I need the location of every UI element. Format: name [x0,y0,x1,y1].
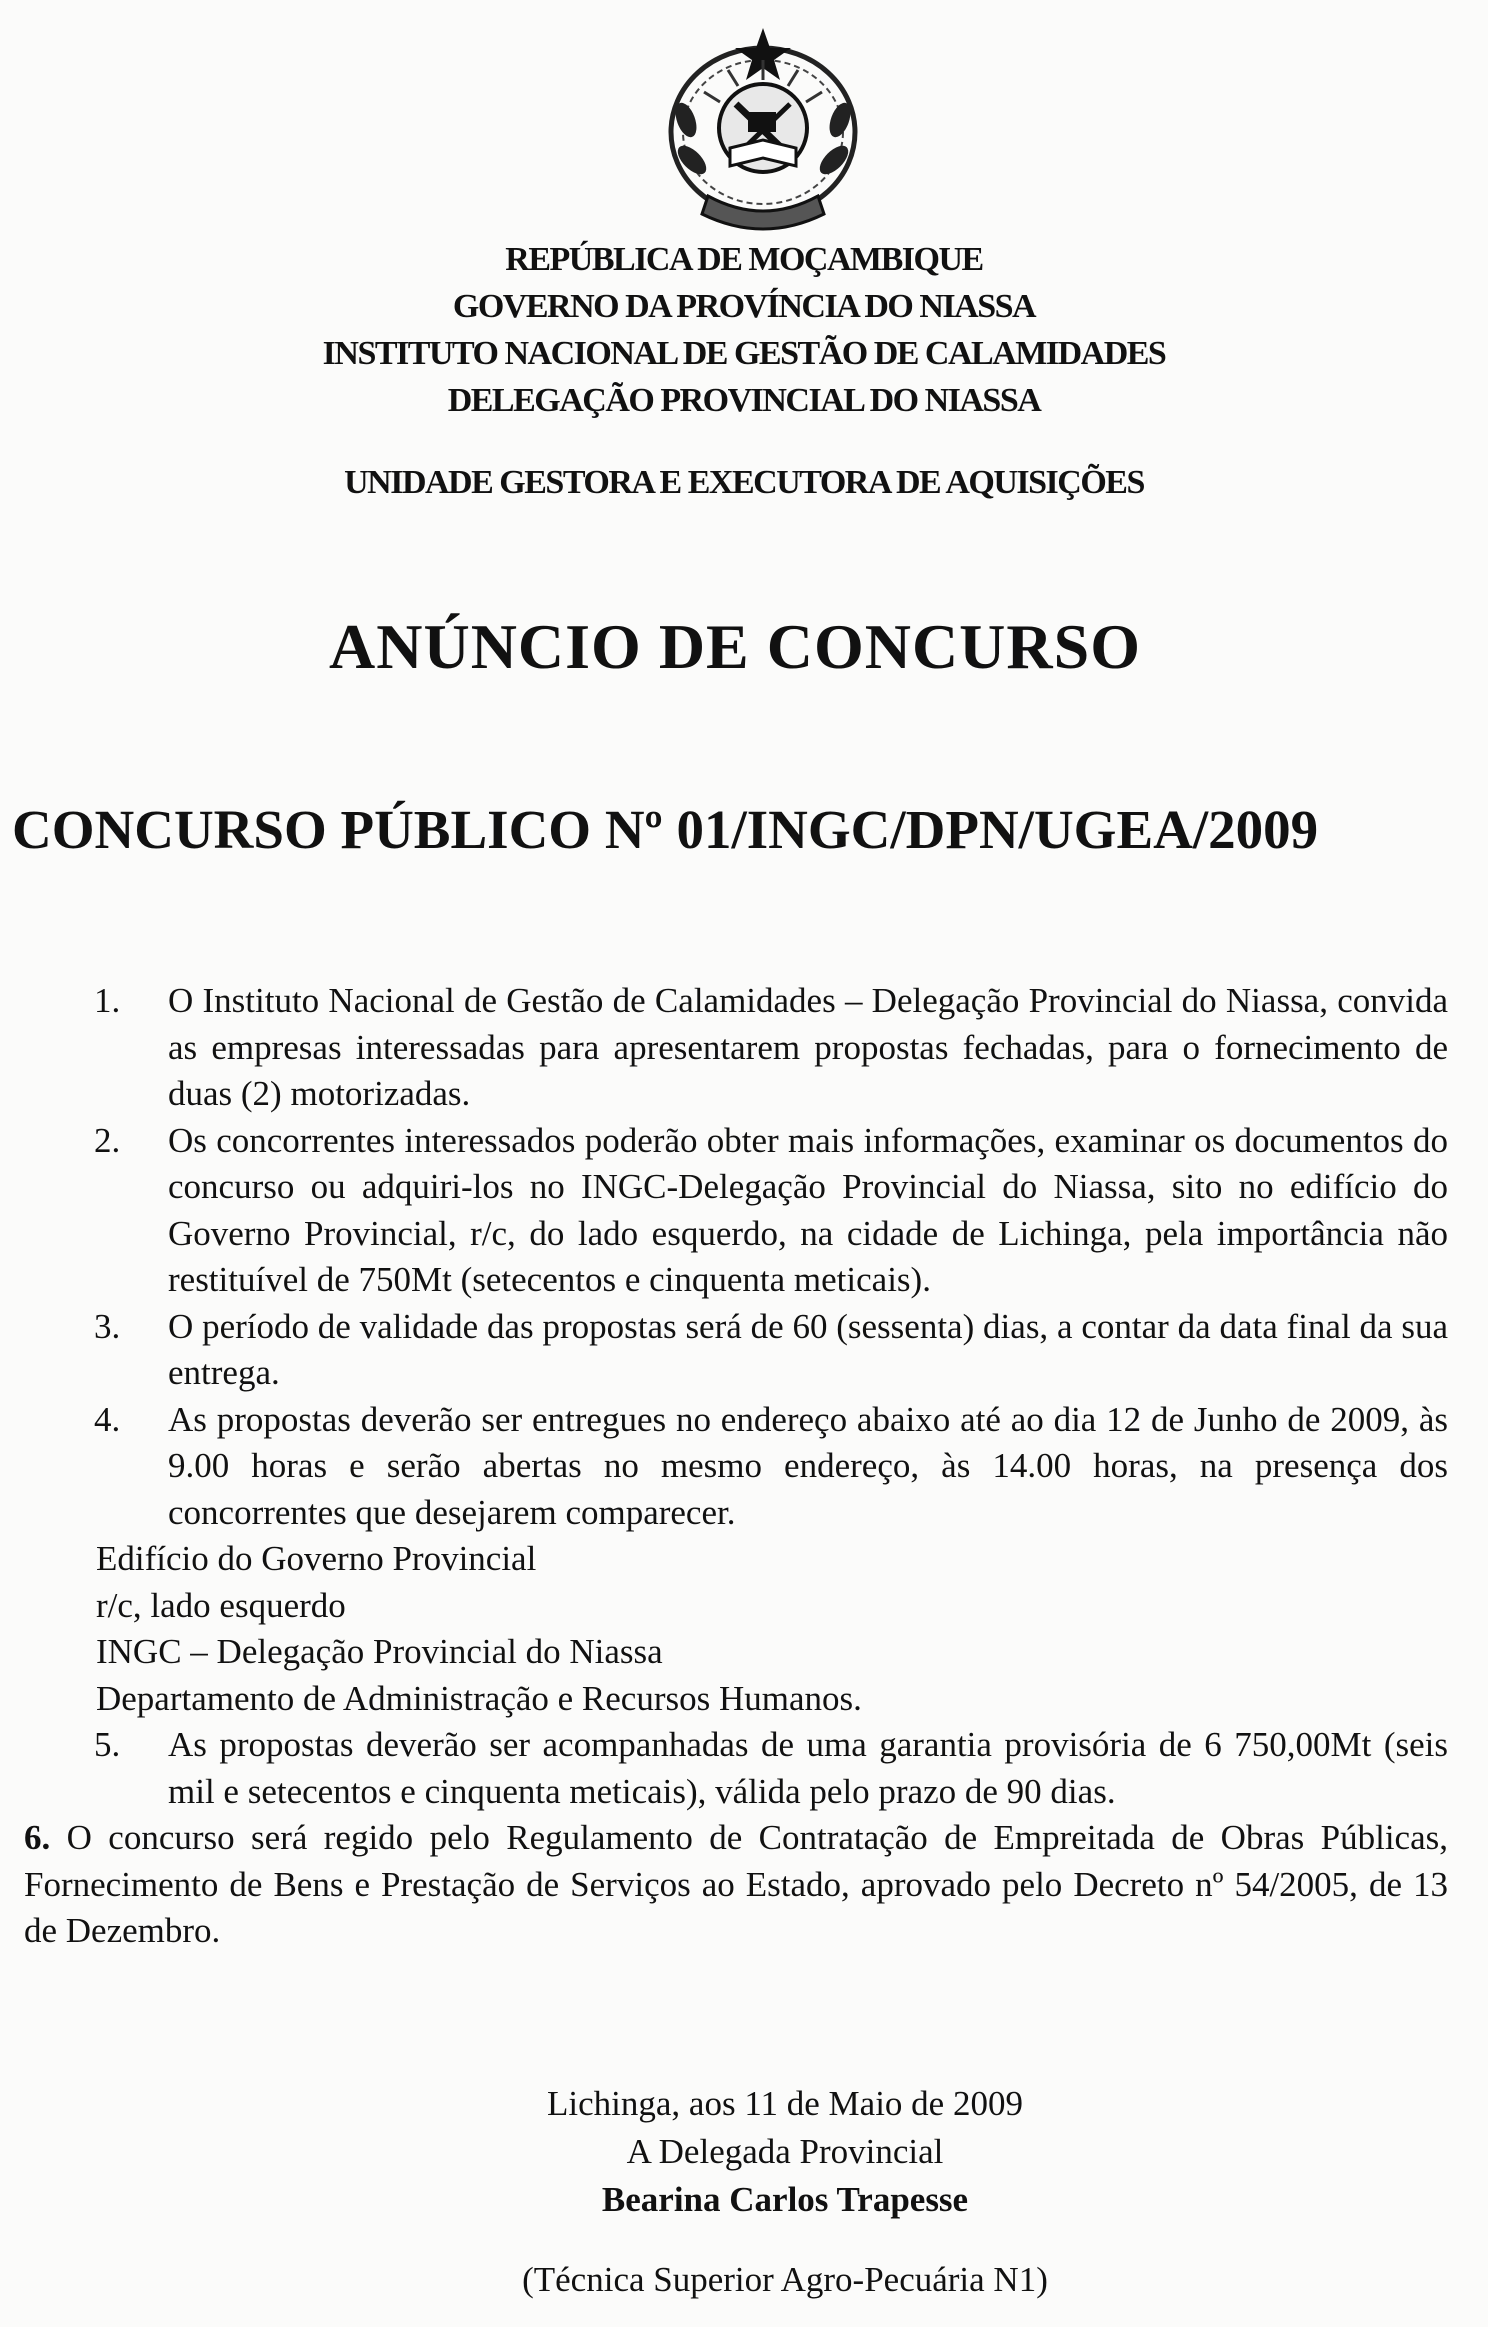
list-item [0,1815,1488,1955]
list-item [0,1304,1488,1397]
item-text: Os concorrentes interessados poderão obter mais informações, examinar os documentos do concurso ou adquiri-los no INGC-Delegação Provincial do Niassa, sito no edifício do Governo Provincial, r/c, do lado esquerdo, na cidade de Lichinga, pela importância não restituível de 750Mt (setecentos e cinquenta meticais). [168,1120,1448,1299]
header-line-institute: INSTITUTO NACIONAL DE GESTÃO DE CALAMIDADES [322,335,1166,372]
header-line-republic: REPÚBLICA DE MOÇAMBIQUE [505,241,983,278]
list-item [0,1118,1488,1304]
list-item [0,978,1488,1118]
item-number: 3. [94,1306,121,1346]
signatory-name: Bearina Carlos Trapesse [601,2180,969,2219]
item-number: 4. [94,1399,121,1439]
signature-block [0,2080,1488,2304]
unit-line: UNIDADE GESTORA E EXECUTORA DE AQUISIÇÕES [344,464,1144,501]
item-number: 2. [94,1120,121,1160]
address-line: Departamento de Administração e Recursos Humanos. [96,1678,862,1718]
list-item [0,1397,1488,1537]
announcement-title: ANÚNCIO DE CONCURSO [329,611,1141,682]
institution-header [0,236,1488,424]
announcement-body [0,978,1488,1955]
contest-number: CONCURSO PÚBLICO Nº 01/INGC/DPN/UGEA/2009 [12,799,1319,860]
place-date: Lichinga, aos 11 de Maio de 2009 [547,2084,1023,2123]
item-text: O Instituto Nacional de Gestão de Calamidades – Delegação Provincial do Niassa, convida as empresas interessadas para apresentarem propostas fechadas, para o fornecimento de duas (2) motorizadas. [168,981,1448,1113]
mozambique-coat-of-arms-icon [648,20,878,250]
address-line: r/c, lado esquerdo [96,1585,346,1625]
item-number: 6. [24,1818,51,1857]
item-text: O período de validade das propostas será de 60 (sessenta) dias, a contar da data final da sua entrega. [168,1306,1448,1392]
address-line: INGC – Delegação Provincial do Niassa [96,1632,663,1671]
item-text: As propostas deverão ser acompanhadas de uma garantia provisória de 6 750,00Mt (seis mil e setecentos e cinquenta meticais), válida pelo prazo de 90 dias. [168,1725,1448,1811]
signatory-role: A Delegada Provincial [626,2132,944,2171]
list-item [0,1722,1488,1815]
item-number: 1. [94,981,121,1020]
address-line: Edifício do Governo Provincial [96,1539,537,1578]
item-text: O concurso será regido pelo Regulamento de Contratação de Empreitada de Obras Públicas, Fornecimento de Bens e Prestação de Serviços ao Estado, aprovado pelo Decreto nº 54/2005, de 13 de Dezembro. [24,1818,1449,1950]
header-line-government: GOVERNO DA PROVÍNCIA DO NIASSA [452,288,1036,325]
item-number: 5. [94,1725,121,1764]
item-text: As propostas deverão ser entregues no endereço abaixo até ao dia 12 de Junho de 2009, às 9.00 horas e serão abertas no mesmo endereço, às 14.00 horas, na presença dos concorrentes que desejarem comparecer. [168,1399,1448,1532]
signatory-title: (Técnica Superior Agro-Pecuária N1) [522,2260,1048,2299]
address-block [0,1536,1488,1722]
header-line-delegation: DELEGAÇÃO PROVINCIAL DO NIASSA [447,382,1041,419]
